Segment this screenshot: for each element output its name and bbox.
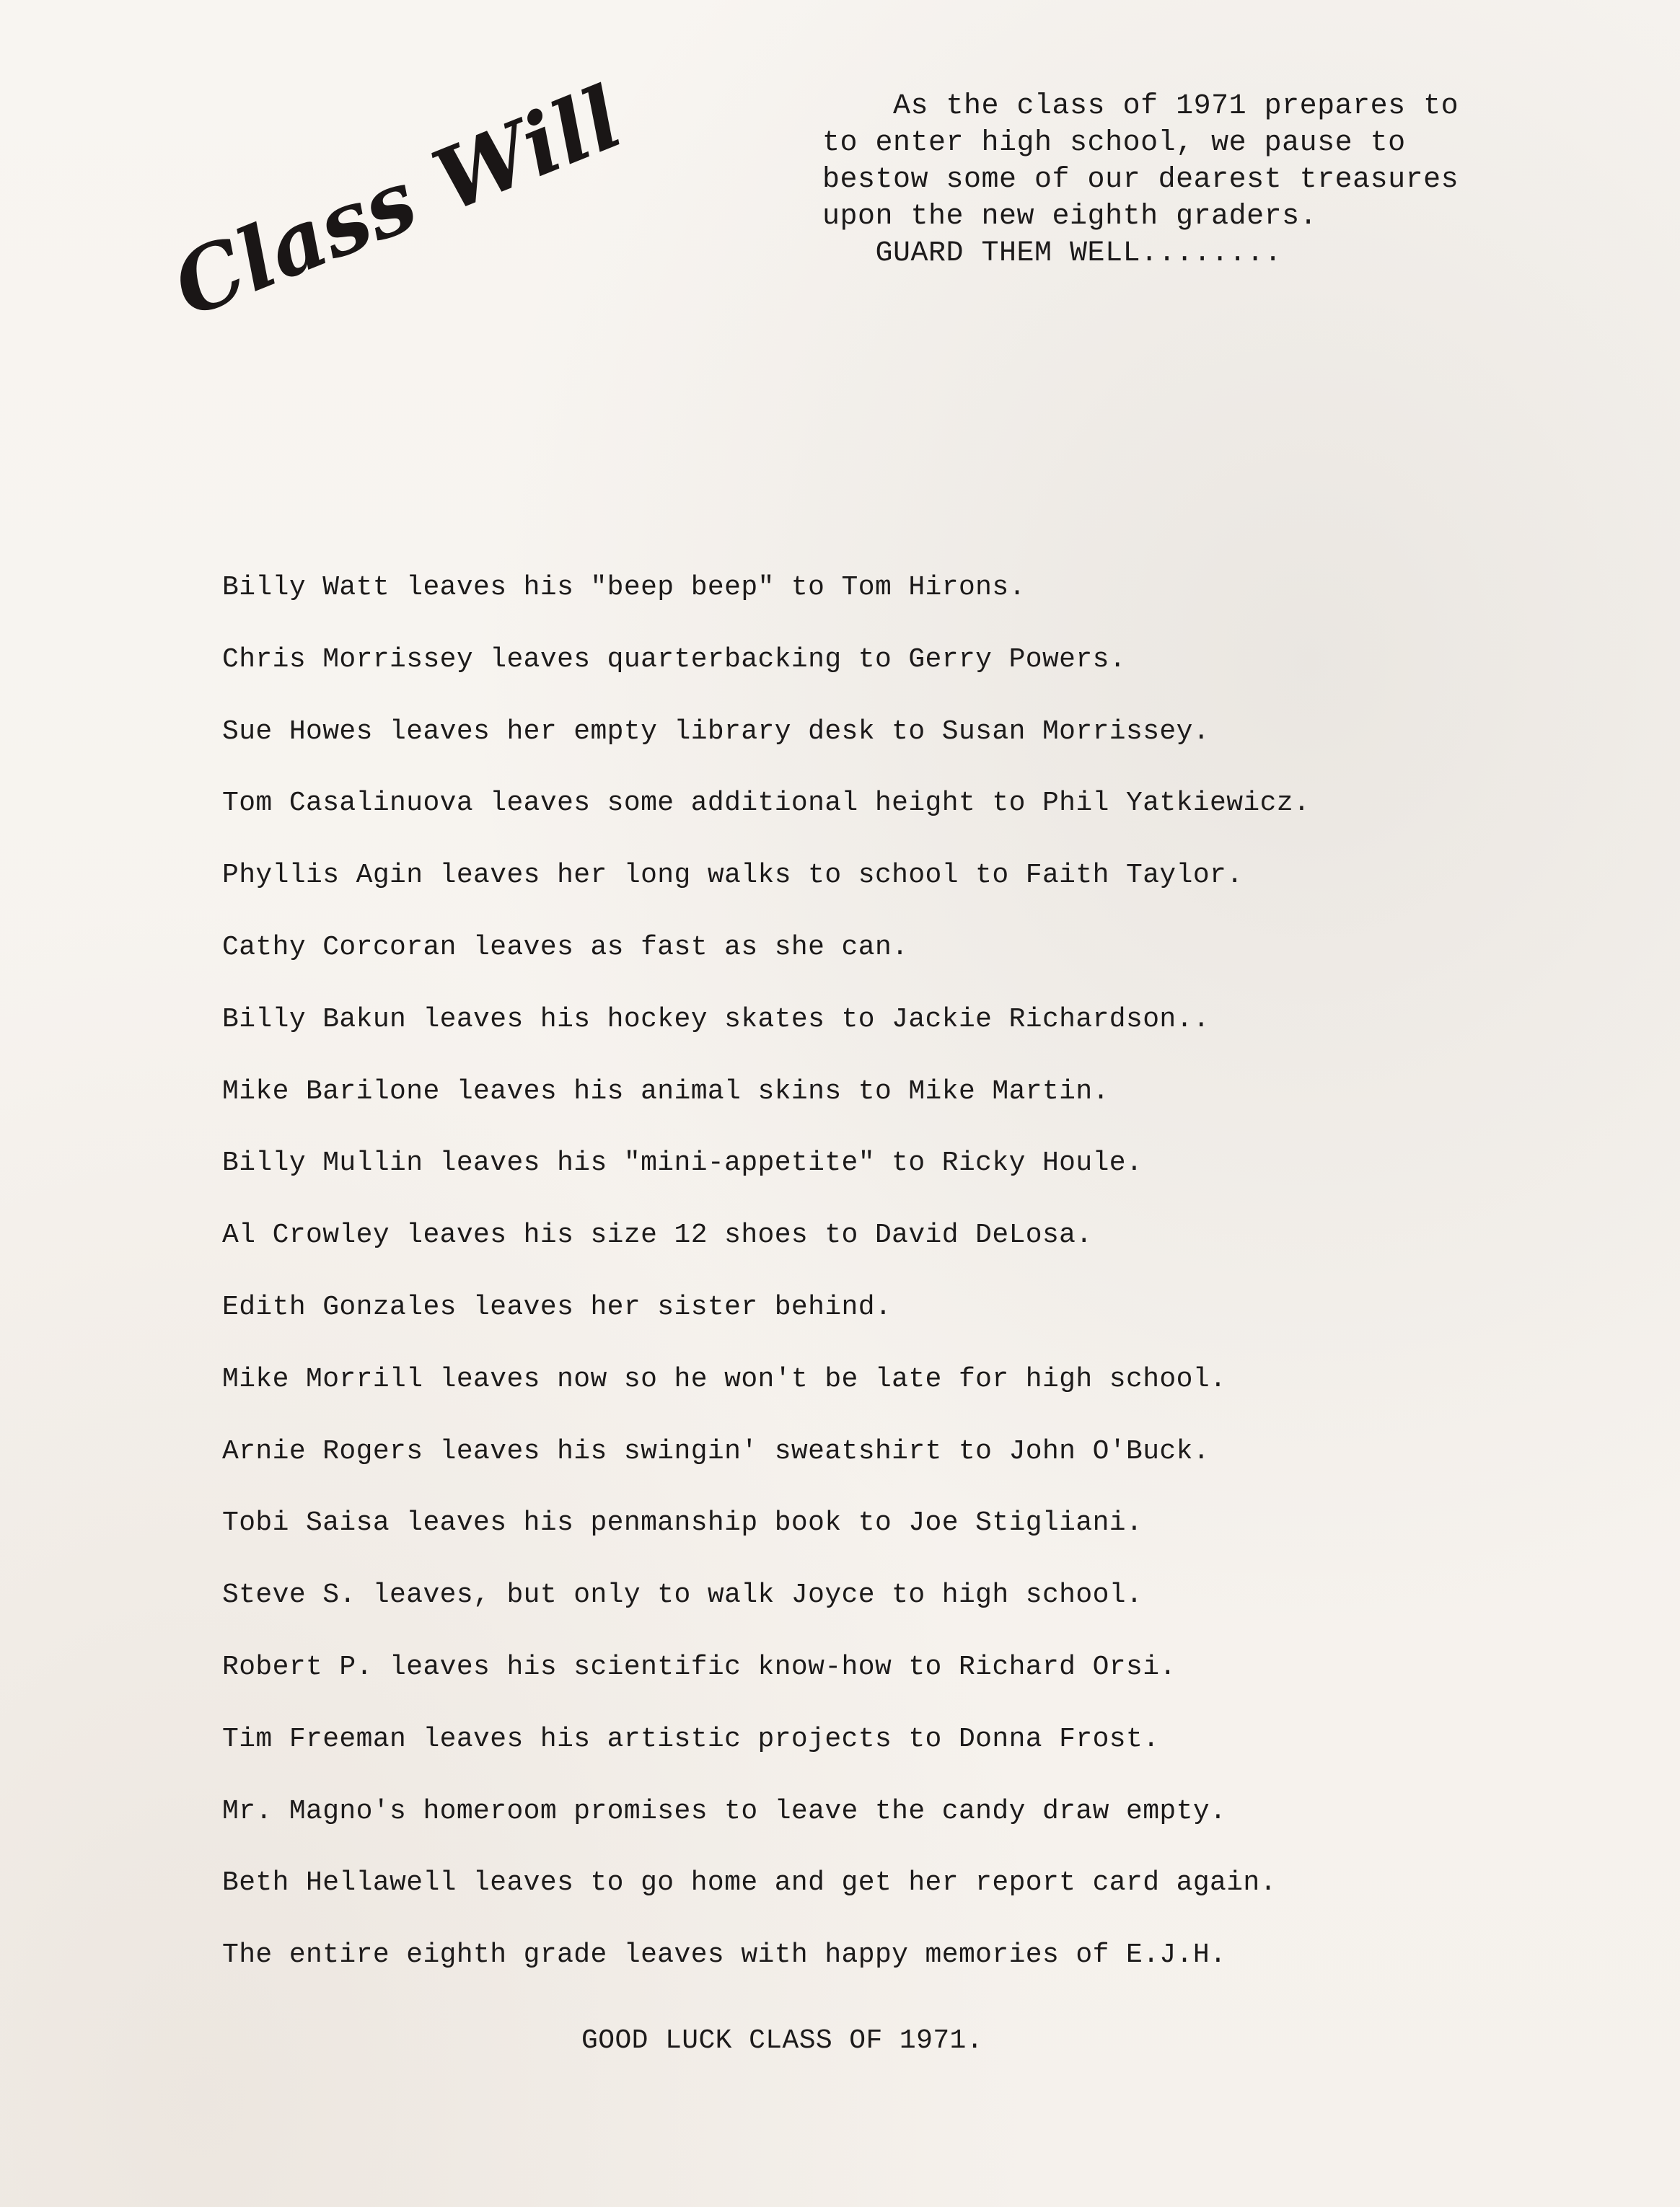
bequest-item: Cathy Corcoran leaves as fast as she can. bbox=[222, 931, 909, 963]
intro-line: to enter high school, we pause to bbox=[822, 127, 1406, 159]
bequest-item: Chris Morrissey leaves quarterbacking to Gerry Powers. bbox=[222, 643, 1126, 675]
bequest-item: Mike Barilone leaves his animal skins to Mike Martin. bbox=[222, 1075, 1109, 1107]
intro-paragraph bbox=[822, 88, 1544, 272]
bequest-list bbox=[222, 566, 1593, 2006]
bequest-item: Robert P. leaves his scientific know-how to Richard Orsi. bbox=[222, 1651, 1177, 1683]
bequest-item: Tim Freeman leaves his artistic projects to Donna Frost. bbox=[222, 1723, 1160, 1755]
bequest-item: Billy Mullin leaves his "mini-appetite" to Ricky Houle. bbox=[222, 1147, 1143, 1179]
intro-line: As the class of 1971 prepares to bbox=[822, 90, 1459, 123]
bequest-item: Tobi Saisa leaves his penmanship book to Joe Stigliani. bbox=[222, 1507, 1143, 1539]
closing-line bbox=[0, 2025, 1680, 2056]
intro-line: GUARD THEM WELL........ bbox=[822, 237, 1283, 270]
bequest-item: Arnie Rogers leaves his swingin' sweatshirt to John O'Buck. bbox=[222, 1435, 1210, 1467]
bequest-item: Al Crowley leaves his size 12 shoes to David DeLosa. bbox=[222, 1220, 1093, 1251]
bequest-item: Sue Howes leaves her empty library desk to Susan Morrissey. bbox=[222, 715, 1210, 747]
intro-line: upon the new eighth graders. bbox=[822, 201, 1318, 233]
bequest-item: Steve S. leaves, but only to walk Joyce to high school. bbox=[222, 1580, 1143, 1611]
bequest-item: Mike Morrill leaves now so he won't be late for high school. bbox=[222, 1363, 1227, 1395]
bequest-item: Mr. Magno's homeroom promises to leave the candy draw empty. bbox=[222, 1795, 1227, 1827]
bequest-item: Edith Gonzales leaves her sister behind. bbox=[222, 1291, 892, 1323]
intro-line: bestow some of our dearest treasures bbox=[822, 164, 1459, 196]
class-will-script-heading bbox=[144, 66, 635, 337]
bequest-item: Beth Hellawell leaves to go home and get her report card again. bbox=[222, 1867, 1277, 1899]
bequest-item: Tom Casalinuova leaves some additional height to Phil Yatkiewicz. bbox=[222, 788, 1311, 819]
bequest-item: Billy Watt leaves his "beep beep" to Tom Hirons. bbox=[222, 572, 1026, 603]
class-will-title bbox=[144, 66, 635, 337]
class-will-title-text: Class Will bbox=[159, 66, 635, 337]
bequest-item: Phyllis Agin leaves her long walks to school to Faith Taylor. bbox=[222, 860, 1244, 891]
bequest-item: The entire eighth grade leaves with happy memories of E.J.H. bbox=[222, 1939, 1227, 1971]
bequest-item: Billy Bakun leaves his hockey skates to Jackie Richardson.. bbox=[222, 1003, 1210, 1035]
closing-text: GOOD LUCK CLASS OF 1971. bbox=[581, 2025, 983, 2056]
